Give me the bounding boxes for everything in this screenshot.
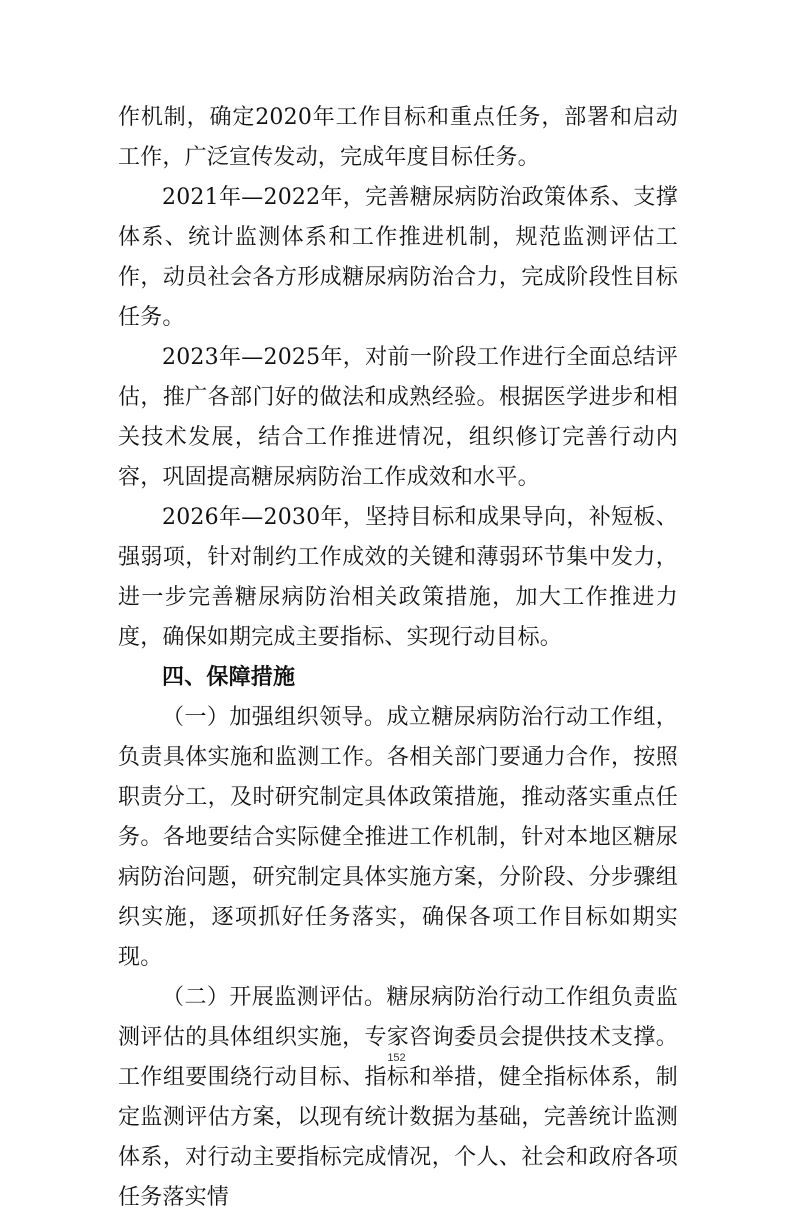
measure-lead: （二）开展监测评估。	[162, 985, 387, 1010]
section-heading: 四、保障措施	[162, 665, 296, 690]
paragraph-continuation: 作机制，确定2020年工作目标和重点任务，部署和启动工作，广泛宣传发动，完成年度目标任务。	[118, 105, 678, 170]
measure-organization-leadership	[118, 698, 678, 978]
paragraph-2026-2030: 2026年—2030年，坚持目标和成果导向，补短板、强弱项，针对制约工作成效的关键和薄弱环节集中发力，进一步完善糖尿病防治相关政策措施，加大工作推进力度，确保如期完成主要指标、实现行动目标。	[118, 505, 678, 650]
paragraph-2023-2025: 2023年—2025年，对前一阶段工作进行全面总结评估，推广各部门好的做法和成熟经验。根据医学进步和相关技术发展，结合工作推进情况，组织修订完善行动内容，巩固提高糖尿病防治工作成效和水平。	[118, 345, 678, 490]
paragraph-2021-2022: 2021年—2022年，完善糖尿病防治政策体系、支撑体系、统计监测体系和工作推进机制，规范监测评估工作，动员社会各方形成糖尿病防治合力，完成阶段性目标任务。	[118, 185, 678, 330]
measure-monitoring-evaluation	[118, 978, 678, 1218]
measure-lead: （一）加强组织领导。	[162, 705, 387, 730]
page-number: 152	[387, 1052, 406, 1064]
measure-body: 糖尿病防治行动工作组负责监测评估的具体组织实施，专家咨询委员会提供技术支撑。工作组要围绕行动目标、指标和举措，健全指标体系，制定监测评估方案，以现有统计数据为基础，完善统计监测体系，对行动主要指标完成情况，个人、社会和政府各项任务落实情	[118, 985, 678, 1210]
measure-body: 成立糖尿病防治行动工作组，负责具体实施和监测工作。各相关部门要通力合作，按照职责分工，及时研究制定具体政策措施，推动落实重点任务。各地要结合实际健全推进工作机制，针对本地区糖尿病防治问题，研究制定具体实施方案，分阶段、分步骤组织实施，逐项抓好任务落实，确保各项工作目标如期实现。	[118, 705, 678, 970]
document-body	[118, 98, 678, 1218]
